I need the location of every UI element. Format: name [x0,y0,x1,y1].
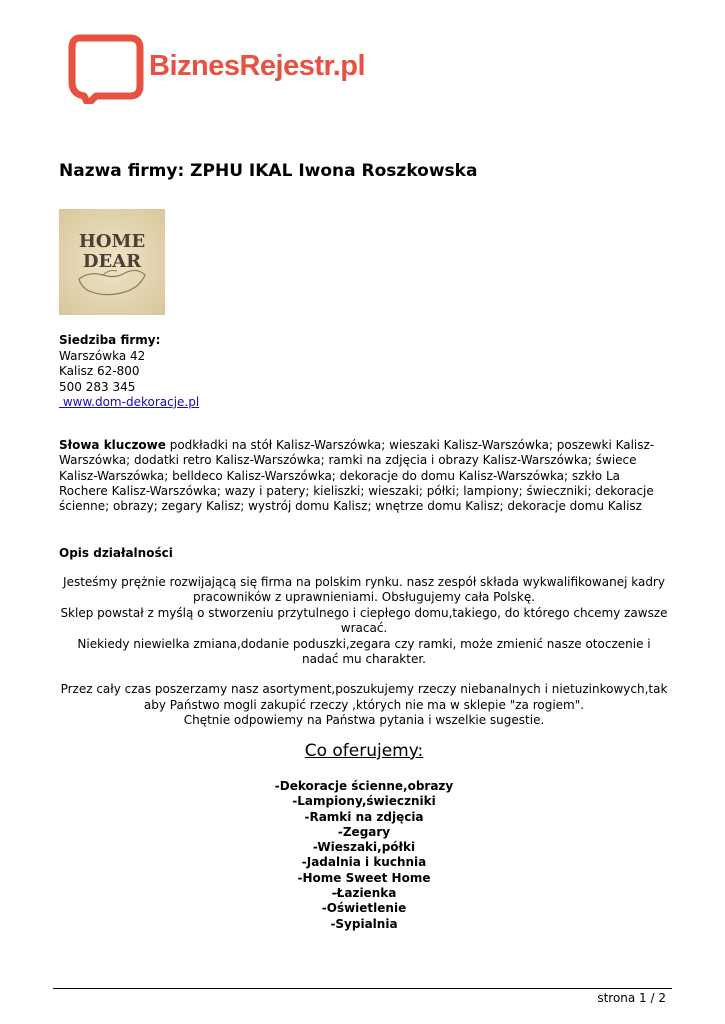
website-link[interactable]: www.dom-dekoracje.pl [59,395,200,409]
offer-item: -Wieszaki,półki [312,840,416,855]
description-heading: Opis działalności [59,546,173,560]
company-title: Nazwa firmy: ZPHU IKAL Iwona Roszkowska [59,161,478,181]
offer-title: Co oferujemy: [304,741,424,761]
description-line: Chętnie odpowiemy na Państwa pytania i wszelkie sugestie. [183,713,545,728]
offer-item: -Łazienka [331,886,397,901]
headquarters-block [59,333,199,411]
headquarters-label: Siedziba firmy: [59,333,161,347]
image-word-home: HOME [78,231,146,252]
offer-item: -Dekoracje ścienne,obrazy [274,779,454,793]
phone-number: 500 283 345 [59,379,136,394]
offer-list [59,779,669,932]
description-line: Niekiedy niewielka zmiana,dodanie poduszki,zegara czy ramki, może zmienić nasze otoczenie i nadać mu charakter. [77,636,651,667]
description-line: Sklep powstał z myślą o stworzeniu przytulnego i ciepłego domu,takiego, do którego chcemy zawsze wracać. [60,605,668,636]
company-logo-image [59,209,165,315]
image-word-dear: DEAR [82,251,142,272]
offer-item: -Oświetlenie [321,901,407,916]
logo-text: BiznesRejestr.pl [149,50,366,82]
address-street: Warszówka 42 [59,348,146,363]
description-block [59,575,669,744]
offer-item: -Sypialnia [330,916,398,931]
site-logo[interactable] [66,28,366,104]
keywords-block [59,438,665,514]
description-line: Jesteśmy prężnie rozwijającą się firma na polskim rynku. nasz zespół składa wykwalifikowanej kadry pracowników z uprawnieniami. Obsługujemy cała Polskę. [63,575,665,605]
description-line: Przez cały czas poszerzamy nasz asortyment,poszukujemy rzeczy niebanalnych i nietuzinkowych,tak aby Państwo mogli zakupić rzeczy ,których nie ma w sklepie "za rogiem". [60,682,668,712]
offer-item: -Zegary [337,824,391,839]
address-city: Kalisz 62-800 [59,364,140,378]
offer-item: -Jadalnia i kuchnia [301,855,427,870]
offer-item: -Home Sweet Home [297,870,431,885]
keywords-text: podkładki na stół Kalisz-Warszówka; wieszaki Kalisz-Warszówka; poszewki Kalisz-Warszówka; dodatki retro Kalisz-Warszówka; ramki na zdjęcia i obrazy Kalisz-Warszówka; świece Kalisz-Warszówka; belldeco Kalisz-Warszówka; dekoracje do domu Kalisz-Warszówka; szkło La Rochere Kalisz-Warszówka; wazy i patery; kieliszki; wieszaki; półki; lampiony; świeczniki; dekoracje ścienne; obrazy; zegary Kalisz; wystrój domu Kalisz; wnętrze domu Kalisz; dekoracje domu Kalisz [59,438,655,514]
offer-item: -Ramki na zdjęcia [304,809,424,824]
page-number: strona 1 / 2 [597,991,666,1005]
keywords-label: Słowa kluczowe [59,438,166,452]
offer-item: -Lampiony,świeczniki [292,794,436,809]
footer-divider [53,988,672,989]
